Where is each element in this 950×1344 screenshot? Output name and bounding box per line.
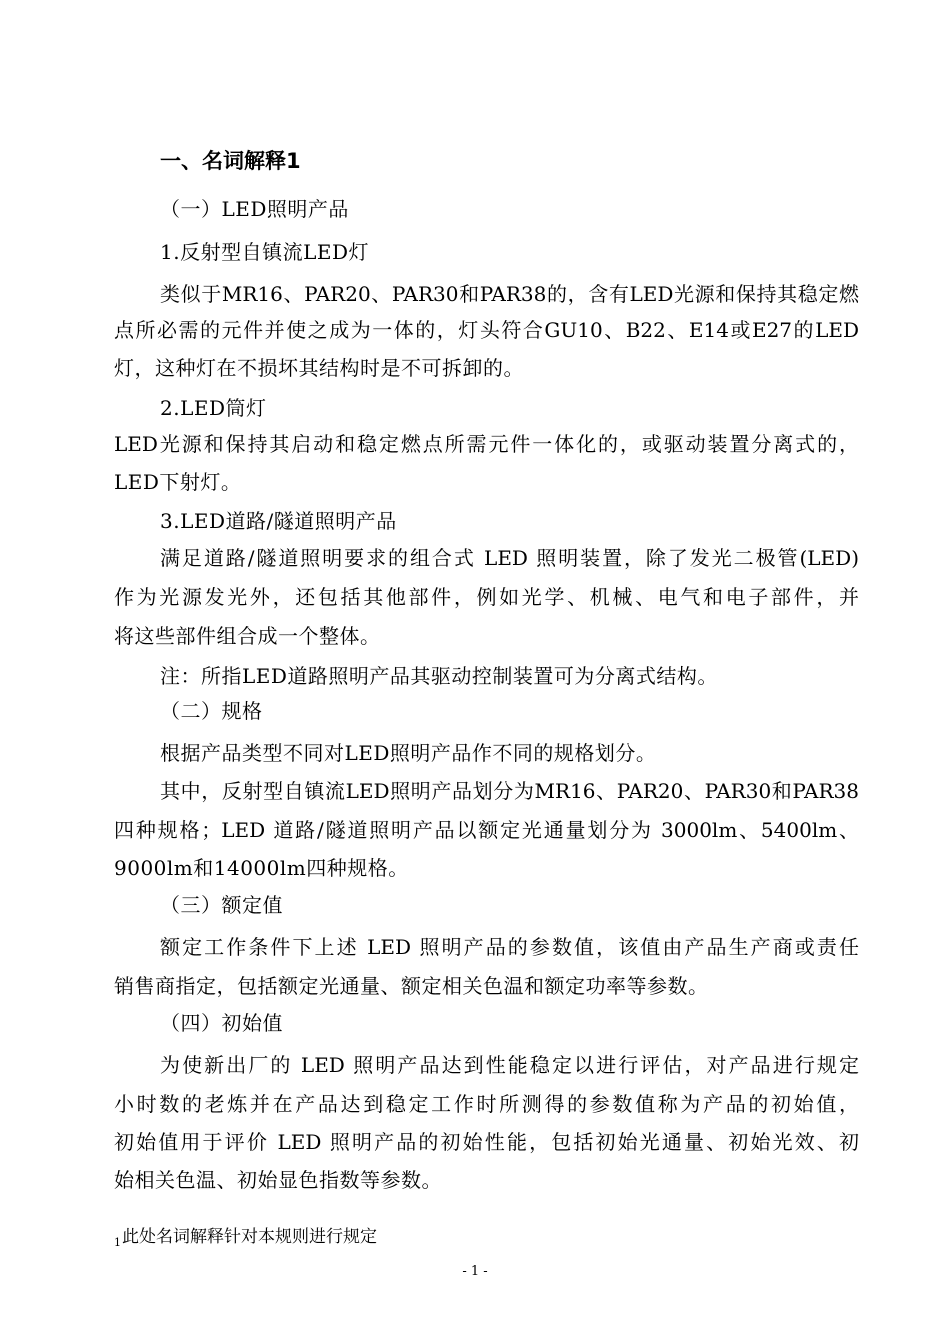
paragraph-line: 根据产品类型不同对LED照明产品作不同的规格划分。: [160, 741, 657, 765]
note-text: 注：所指LED道路照明产品其驱动控制装置可为分离式结构。: [160, 664, 718, 688]
paragraph-line: 灯，这种灯在不损坏其结构时是不可拆卸的。: [114, 356, 524, 380]
item-title: 1.反射型自镇流LED灯: [160, 240, 369, 264]
paragraph-line: 点所必需的元件并使之成为一体的，灯头符合GU10、B22、E14或E27的LED: [114, 318, 859, 342]
subsection-title: （四）初始值: [160, 1011, 283, 1035]
paragraph-line: 小时数的老炼并在产品达到稳定工作时所测得的参数值称为产品的初始值，: [114, 1092, 859, 1116]
item-title: 2.LED筒灯: [160, 396, 267, 420]
subsection-title: （二）规格: [160, 699, 263, 723]
subsection-title: （三）额定值: [160, 893, 283, 917]
page-number: - 1 -: [462, 1264, 488, 1279]
footnote: [114, 1226, 377, 1250]
paragraph-line: 始相关色温、初始显色指数等参数。: [114, 1168, 442, 1192]
paragraph-line: 满足道路/隧道照明要求的组合式 LED 照明装置，除了发光二极管(LED): [160, 546, 859, 570]
paragraph-line: 将这些部件组合成一个整体。: [114, 624, 381, 648]
footnote-text: 此处名词解释针对本规则进行规定: [122, 1227, 377, 1247]
paragraph-line: 作为光源发光外，还包括其他部件，例如光学、机械、电气和电子部件，并: [114, 585, 859, 609]
item-title: 3.LED道路/隧道照明产品: [160, 509, 397, 533]
paragraph-line: 9000lm和14000lm四种规格。: [114, 856, 409, 880]
paragraph-line: 四种规格；LED 道路/隧道照明产品以额定光通量划分为 3000lm、5400lm、: [114, 818, 859, 842]
paragraph-line: 初始值用于评价 LED 照明产品的初始性能，包括初始光通量、初始光效、初: [114, 1130, 859, 1154]
paragraph-line: 类似于MR16、PAR20、PAR30和PAR38的，含有LED光源和保持其稳定燃: [160, 282, 859, 306]
section-heading: 一、名词解释1: [160, 149, 301, 173]
paragraph-line: 额定工作条件下上述 LED 照明产品的参数值，该值由产品生产商或责任: [160, 935, 859, 959]
subsection-title: （一）LED照明产品: [160, 197, 349, 221]
footnote-mark: 1: [114, 1236, 121, 1249]
paragraph-line: LED下射灯。: [114, 470, 242, 494]
paragraph-line: 其中，反射型自镇流LED照明产品划分为MR16、PAR20、PAR30和PAR38: [160, 779, 859, 803]
paragraph-line: 为使新出厂的 LED 照明产品达到性能稳定以进行评估，对产品进行规定: [160, 1053, 859, 1077]
paragraph-line: LED光源和保持其启动和稳定燃点所需元件一体化的，或驱动装置分离式的，: [114, 432, 859, 456]
paragraph-line: 销售商指定，包括额定光通量、额定相关色温和额定功率等参数。: [114, 974, 709, 998]
